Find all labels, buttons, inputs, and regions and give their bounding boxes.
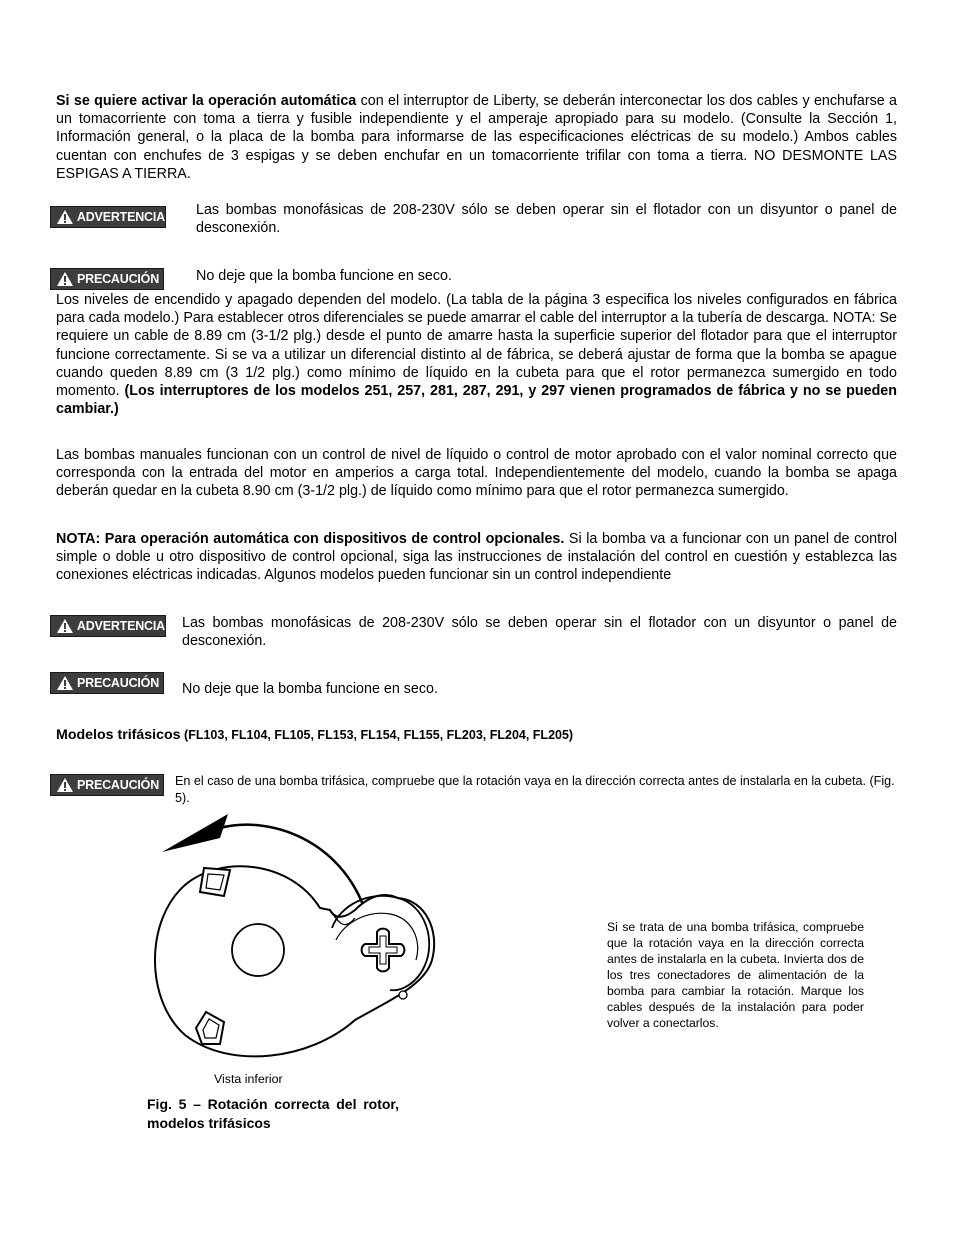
- warning-badge-label: ADVERTENCIA: [76, 619, 165, 633]
- warning-triangle-icon: [56, 777, 74, 793]
- warning-triangle-icon: [56, 271, 74, 287]
- three-phase-heading: [56, 727, 573, 743]
- warning-triangle-icon: [56, 209, 74, 225]
- intro-text: con el interruptor de Liberty, se deberán interconectar los dos cables y enchufarse a un tomacorriente con toma a tierra y fusible independiente y el amperaje apropiado para su modelo. (Consulte la Sección 1, Información general, o la placa de la bomba para informarse de las especificaciones eléctricas de su modelo.) Ambos cables cuentan con enchufes de 3 espigas y se deben enchufar en un tomacorriente trifilar con toma a tierra. NO DESMONTE LAS ESPIGAS A TIERRA.: [56, 93, 897, 182]
- manual-pumps-paragraph: Las bombas manuales funcionan con un control de nivel de líquido o control de motor aprobado con el valor nominal correcto que corresponda con la entrada del motor en amperios a carga total. Independientemente del modelo, cuando la bomba se apaga deberán quedar en la cubeta 8.90 cm (3-1/2 plg.) de líquido como mínimo para que el rotor permanezca sumergido.: [56, 447, 897, 500]
- warning-triangle-icon: [56, 618, 74, 634]
- heading-title: Modelos trifásicos: [56, 727, 181, 743]
- caution-badge-label: PRECAUCIÓN: [77, 272, 160, 286]
- caution-badge: [50, 672, 164, 694]
- warning-badge: [50, 206, 166, 228]
- levels-paragraph: [56, 291, 897, 418]
- caution-badge: [50, 774, 164, 796]
- intro-bold-lead: Si se quiere activar la operación automática: [56, 93, 357, 109]
- warning-badge-label: ADVERTENCIA: [76, 210, 165, 224]
- intro-paragraph: [56, 92, 897, 183]
- caution-text-2: No deje que la bomba funcione en seco.: [182, 681, 438, 697]
- caution-badge: [50, 268, 164, 290]
- levels-text: Los niveles de encendido y apagado dependen del modelo. (La tabla de la página 3 especifica los niveles configurados en fábrica para cada modelo.) Para establecer otros diferenciales se puede amarrar el cable del interruptor a la tubería de descarga. NOTA: Se requiere un cable de 8.89 cm (3-1/2 plg.) desde el punto de amarre hasta la superficie superior del flotador para que el interruptor funcione correctamente. Si se va a utilizar un diferencial distinto al de fábrica, se deberá ajustar de forma que la bomba se apague cuando queden 8.89 cm (3 1/2 plg.) como mínimo de líquido en la cubeta para que el rotor permanezca sumergido en todo momento.: [56, 292, 897, 400]
- side-note: Si se trata de una bomba trifásica, compruebe que la rotación vaya en la dirección correcta antes de instalarla en la cubeta. Invierta dos de los tres conectadores de alimentación de la bomba para cambiar la rotación. Marque los cables después de la instalación para poder volver a conectarlos.: [607, 920, 864, 1030]
- view-label: Vista inferior: [214, 1072, 283, 1086]
- warning-triangle-icon: [56, 675, 74, 691]
- foot-top: [200, 868, 230, 896]
- warning-text-2: Las bombas monofásicas de 208-230V sólo se deben operar sin el flotador con un disyuntor o panel de desconexión.: [182, 615, 897, 650]
- center-hub: [232, 924, 284, 976]
- warning-badge: [50, 615, 166, 637]
- rotation-arrow-icon: [162, 814, 228, 852]
- caution-badge-label: PRECAUCIÓN: [77, 676, 160, 690]
- caution-text-3: En el caso de una bomba trifásica, compruebe que la rotación vaya en la dirección correcta antes de instalarla en la cubeta. (Fig. 5).: [175, 774, 895, 805]
- note-bold-lead: NOTA: Para operación automática con dispositivos de control opcionales.: [56, 531, 565, 547]
- note-paragraph: [56, 530, 897, 585]
- mount-hole: [399, 991, 407, 999]
- note-text: Si la bomba va a funcionar con un panel de control simple o doble u otro dispositivo de control opcional, siga las instrucciones de instalación del control en cuestión y establezca las conexiones eléctricas indicadas. Algunos modelos pueden funcionar sin un control independiente: [56, 531, 897, 584]
- warning-text-1: Las bombas monofásicas de 208-230V sólo se deben operar sin el flotador con un disyuntor o panel de desconexión.: [196, 202, 897, 237]
- rotor-bottom-view-figure: [140, 810, 450, 1070]
- levels-bold-note: (Los interruptores de los modelos 251, 257, 281, 287, 291, y 297 vienen programados de fábrica y no se pueden cambiar.): [56, 383, 897, 418]
- caution-badge-label: PRECAUCIÓN: [77, 778, 160, 792]
- figure-caption: Fig. 5 – Rotación correcta del rotor, modelos trifásicos: [147, 1096, 399, 1131]
- caution-text-1: No deje que la bomba funcione en seco.: [196, 268, 452, 284]
- heading-models: (FL103, FL104, FL105, FL153, FL154, FL155, FL203, FL204, FL205): [180, 728, 574, 742]
